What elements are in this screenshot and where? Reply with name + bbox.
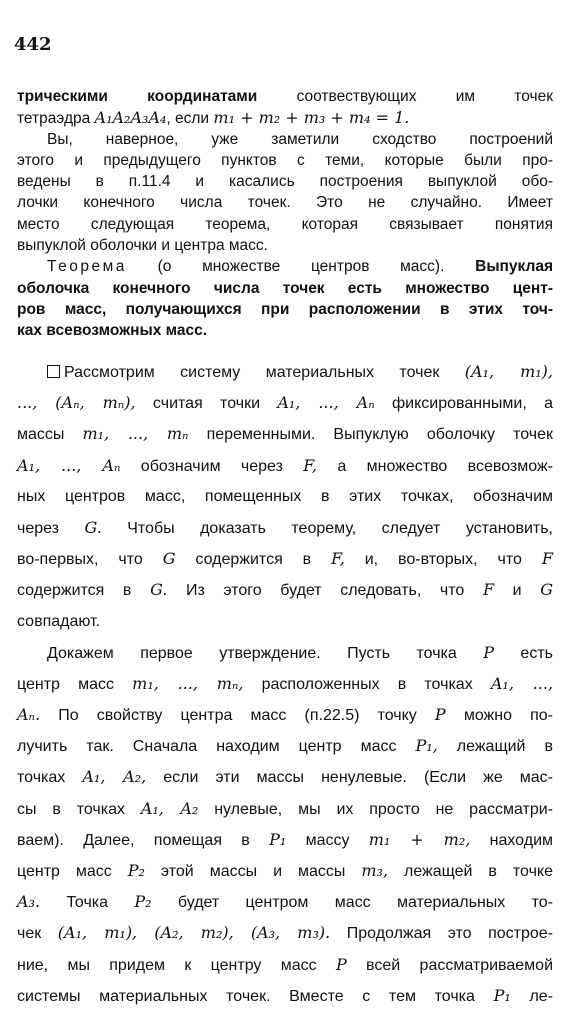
text-line xyxy=(17,150,553,171)
text-span: всей рассматриваемой xyxy=(346,956,553,974)
math-expression: A₃. xyxy=(17,892,41,912)
text-span: фиксированными, а xyxy=(374,395,554,413)
text-span: и, во-вторых, что xyxy=(344,551,542,569)
text-line xyxy=(17,481,553,512)
math-expression: m₃, xyxy=(361,861,389,880)
text-line xyxy=(17,637,553,668)
text-span: место следующая теорема, которая связывает понятия xyxy=(17,215,553,233)
text-line xyxy=(17,107,553,128)
text-line xyxy=(17,129,553,150)
text-span: тетраэдра xyxy=(17,110,95,128)
text-span: выпуклой оболочки и центра масс. xyxy=(17,237,268,255)
text-span: содержится в xyxy=(17,582,151,600)
text-span: содержится в xyxy=(175,551,332,569)
text-line xyxy=(17,387,553,418)
text-span: массу xyxy=(286,831,369,849)
math-expression: m₁, ..., mₙ xyxy=(82,424,189,444)
text-span: Докажем первое утверждение. Пусть точка xyxy=(47,644,484,662)
text-span: ных центров масс, помещенных в этих точках, обозначим xyxy=(17,487,553,505)
text-span: есть xyxy=(494,644,553,662)
text-span: этого и предыдущего пунктов с теми, которые были про- xyxy=(17,151,553,169)
text-span: а множество всевозмож- xyxy=(317,457,554,475)
text-line xyxy=(17,824,553,855)
math-expression: G. xyxy=(84,517,102,537)
text-span: и xyxy=(494,582,541,600)
page-number: 442 xyxy=(14,34,52,55)
text-span: Теорема xyxy=(47,258,127,276)
text-line xyxy=(17,450,553,481)
text-span: лочки конечного числа точек. Это не случайно. Имеет xyxy=(17,194,553,212)
math-expression: P xyxy=(335,954,347,974)
math-expression: P xyxy=(483,642,494,662)
math-expression: G xyxy=(540,580,554,600)
text-line xyxy=(17,214,553,235)
math-expression: F, xyxy=(331,549,345,569)
text-span: во-первых, что xyxy=(17,551,163,569)
text-span: Чтобы доказать теорему, следует установить, xyxy=(101,519,553,537)
text-span: трическими координатами xyxy=(17,88,258,105)
text-span: расположенных в точках xyxy=(243,675,491,693)
text-line xyxy=(17,668,553,699)
text-span: Из этого будет следовать, что xyxy=(167,582,483,600)
math-expression: m₁, ..., mₙ, xyxy=(132,673,244,693)
math-expression: F xyxy=(482,580,495,600)
math-expression: P₁, xyxy=(415,736,438,756)
text-line xyxy=(17,949,553,980)
text-span: центр масс xyxy=(17,863,128,880)
math-expression: m₁ + m₂, xyxy=(368,829,471,849)
math-expression: F, xyxy=(303,455,317,475)
math-expression: P₁ xyxy=(269,829,287,849)
math-expression: A₁, ..., Aₙ xyxy=(277,393,375,413)
text-span: ние, мы придем к центру масс xyxy=(17,956,336,974)
text-span: системы материальных точек. Вместе с тем точка xyxy=(17,987,494,1005)
text-span: переменными. Выпуклую оболочку точек xyxy=(188,426,554,444)
text-span: ров масс, получающихся при расположении в этих точ- xyxy=(17,300,553,318)
text-span: соотвествующих им точек xyxy=(257,88,553,105)
math-expression: F xyxy=(541,549,553,569)
text-line xyxy=(17,917,553,948)
text-span: Выпуклая xyxy=(475,258,553,276)
text-span: По свойству центра масс (п.22.5) точку xyxy=(40,707,435,725)
text-line xyxy=(17,171,553,192)
text-span: Рассмотрим систему материальных точек xyxy=(64,364,465,381)
math-expression: A₁, ..., Aₙ xyxy=(17,455,121,475)
math-expression: A₁, A₂, xyxy=(82,767,147,787)
math-expression: G. xyxy=(150,580,168,600)
text-span: через xyxy=(17,519,85,537)
text-span: центр масс xyxy=(17,675,133,693)
text-span: сы в точках xyxy=(17,800,141,818)
text-span: Вы, наверное, уже заметили сходство построений xyxy=(47,130,553,148)
text-line xyxy=(17,86,553,107)
math-expression: A₁A₂A₃A₄ xyxy=(94,108,167,128)
text-span: ле- xyxy=(510,987,554,1005)
math-expression: P₂ xyxy=(134,892,152,912)
text-span: находим xyxy=(470,831,554,849)
math-expression: m₁ + m₂ + m₃ + m₄ = 1. xyxy=(213,108,410,128)
math-expression: A₁, A₂ xyxy=(140,798,199,818)
text-span: считая точки xyxy=(135,395,278,413)
text-span: можно по- xyxy=(445,707,553,725)
text-span: точках xyxy=(17,769,83,787)
text-span: лежащей в точке xyxy=(388,863,554,880)
text-line xyxy=(17,299,553,320)
text-line xyxy=(17,256,553,277)
text-span: если эти массы ненулевые. (Если же мас- xyxy=(146,769,554,787)
text-span: обозначим через xyxy=(120,457,304,475)
text-line xyxy=(17,980,553,1011)
math-expression: G xyxy=(162,549,176,569)
text-span: массы xyxy=(17,426,83,444)
text-line xyxy=(17,606,553,637)
text-span: Точка xyxy=(40,894,135,912)
math-expression: A₁, ..., xyxy=(490,673,554,693)
text-span: лежащий в xyxy=(437,738,553,756)
text-line xyxy=(17,574,553,605)
text-span: совпадают. xyxy=(17,612,101,630)
math-expression: (A₁, m₁), (A₂, m₂), (A₃, m₃). xyxy=(57,923,331,943)
text-span: нулевые, мы их просто не рассматри- xyxy=(198,800,554,818)
math-expression: ..., (Aₙ, mₙ), xyxy=(17,393,136,413)
text-block-intro xyxy=(17,86,553,342)
text-line xyxy=(17,793,553,824)
text-line xyxy=(17,761,553,792)
text-span: , если xyxy=(166,110,214,128)
text-line xyxy=(17,192,553,213)
text-span: будет центром масс материальных то- xyxy=(151,894,554,912)
text-span: ведены в п.11.4 и касались построения выпуклой обо- xyxy=(17,173,553,191)
text-span: лучить так. Сначала находим центр масс xyxy=(17,738,416,756)
proof-start-square-icon xyxy=(47,365,60,378)
math-expression: P₁ xyxy=(493,985,511,1005)
text-line xyxy=(17,356,553,387)
text-line xyxy=(17,235,553,256)
text-line xyxy=(17,730,553,761)
text-line xyxy=(17,543,553,574)
text-span: ках всевозможных масс. xyxy=(17,322,208,340)
text-line xyxy=(17,320,553,341)
text-span: оболочка конечного числа точек есть множество цент- xyxy=(17,279,553,297)
text-block-proof xyxy=(17,356,553,1011)
math-expression: P xyxy=(434,705,446,725)
text-span: Продолжая это построе- xyxy=(330,925,553,943)
text-span: ваем). Далее, помещая в xyxy=(17,831,270,849)
text-span: этой массы и массы xyxy=(144,863,362,880)
text-line xyxy=(17,855,553,886)
text-span: (о множестве центров масс). xyxy=(126,258,476,276)
math-expression: Aₙ. xyxy=(17,705,41,725)
text-span: чек xyxy=(17,925,58,943)
text-line xyxy=(17,699,553,730)
math-expression: P₂ xyxy=(127,861,145,880)
text-line xyxy=(17,278,553,299)
text-line xyxy=(17,886,553,917)
text-line xyxy=(17,512,553,543)
text-line xyxy=(17,418,553,449)
math-expression: (A₁, m₁), xyxy=(464,362,553,381)
